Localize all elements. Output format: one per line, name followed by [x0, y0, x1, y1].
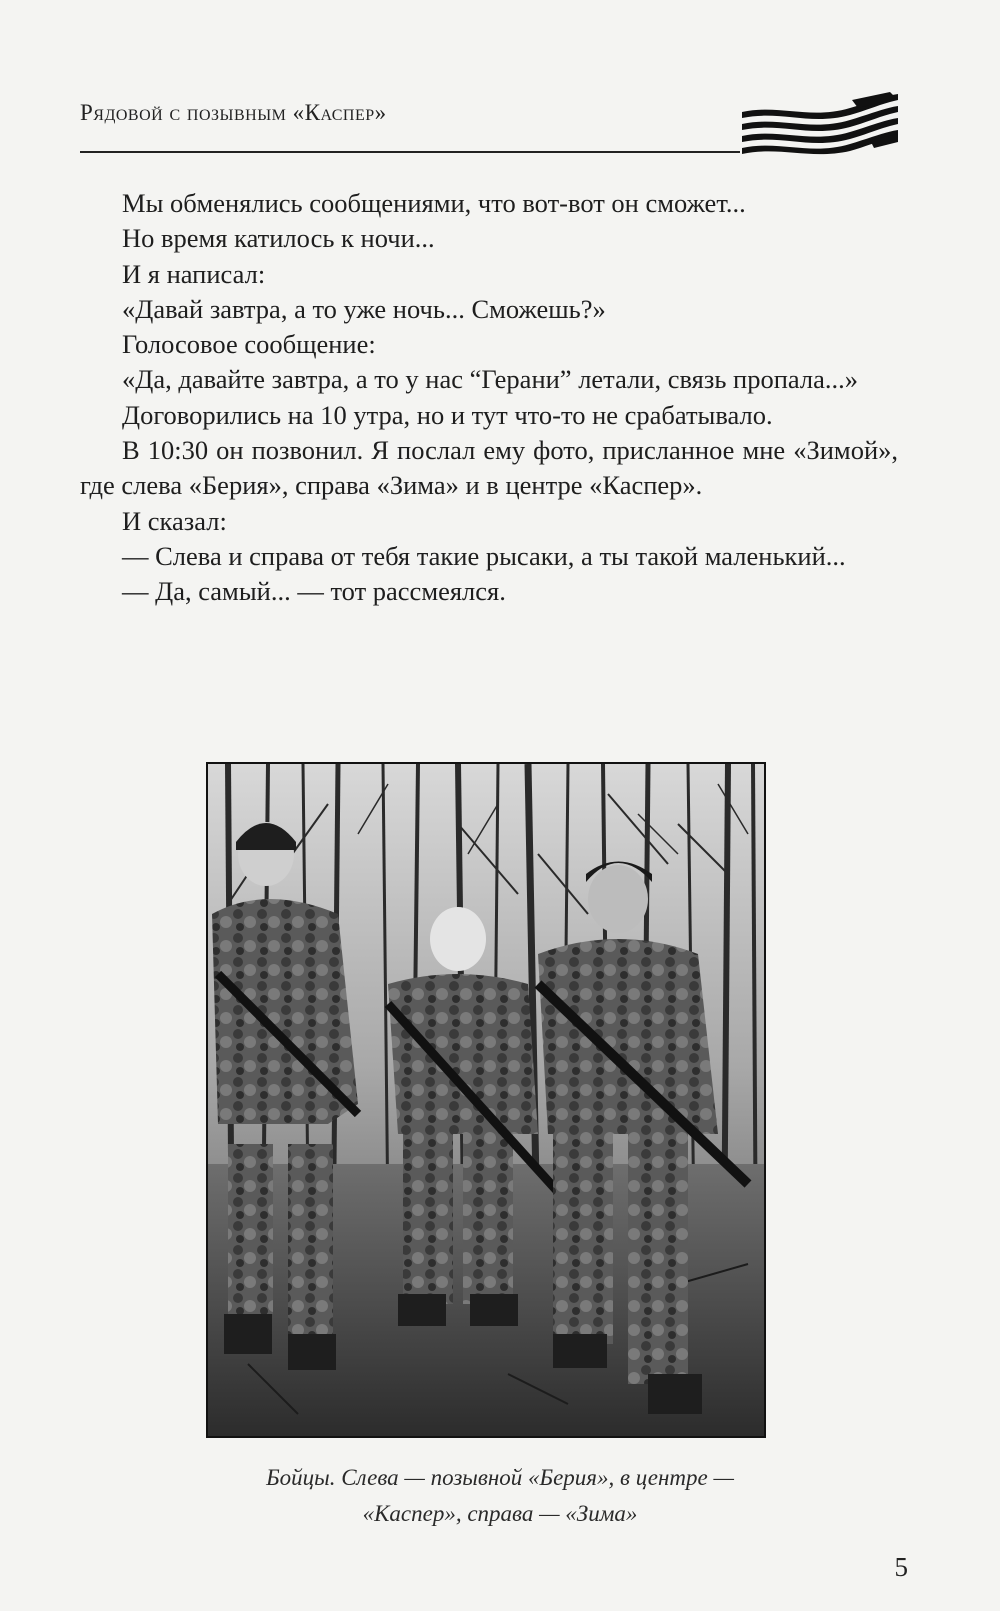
caption-line: «Каспер», справа — «Зима»: [362, 1501, 638, 1526]
paragraph: Договорились на 10 утра, но и тут что-то не срабатывало.: [122, 399, 773, 430]
paragraph: Но время катилось к ночи...: [122, 223, 435, 254]
paragraph: «Да, давайте завтра, а то у нас “Герани” летали, связь пропала...»: [122, 364, 858, 395]
paragraph: — Да, самый... — тот рассмеялся.: [122, 576, 506, 607]
page-number: 5: [894, 1552, 908, 1582]
paragraph: — Слева и справа от тебя такие рысаки, а ты такой маленький...: [122, 540, 846, 571]
paragraph: «Давай завтра, а то уже ночь... Сможешь?»: [122, 293, 606, 324]
photo-caption: [80, 1460, 920, 1532]
photo: [206, 762, 766, 1438]
photo-soldiers-forest-icon: [208, 764, 764, 1436]
paragraph: В 10:30 он позвонил. Я послал ему фото, присланное мне «Зимой», где слева «Берия», справа «Зима» и в центре «Каспер».: [80, 435, 898, 501]
caption-line: Бойцы. Слева — позывной «Берия», в центре —: [266, 1465, 734, 1490]
paragraph: Голосовое сообщение:: [122, 329, 376, 360]
st-george-ribbon-icon: [740, 90, 900, 160]
paragraph: И сказал:: [122, 505, 227, 536]
running-head: Рядовой с позывным «Каспер»: [80, 100, 387, 125]
header-rule: [80, 151, 740, 153]
paragraph: И я написал:: [122, 258, 266, 289]
body-text: [80, 186, 898, 610]
paragraph: Мы обменялись сообщениями, что вот-вот он сможет...: [122, 188, 746, 218]
